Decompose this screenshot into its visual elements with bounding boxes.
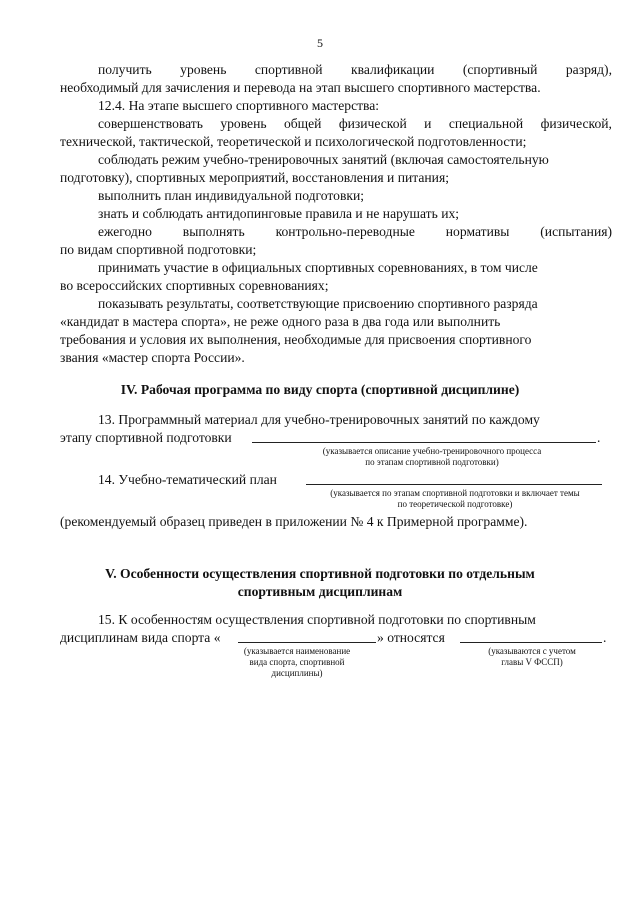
- list-item-line: [98, 116, 612, 132]
- list-item-line: соблюдать режим учебно-тренировочных занятий (включая самостоятельную: [98, 152, 549, 167]
- list-item-line: «кандидат в мастера спорта», не реже одного раза в два года или выполнить: [60, 314, 501, 329]
- section-heading-v: V. Особенности осуществления спортивной подготовки по отдельным: [105, 566, 535, 581]
- period: .: [603, 630, 607, 645]
- list-item-line: во всероссийских спортивных соревнованиях;: [60, 278, 329, 293]
- word: ежегодно: [98, 224, 152, 239]
- list-item-line: технической, тактической, теоретической и психологической подготовленности;: [60, 134, 527, 149]
- word: специальной: [448, 116, 524, 131]
- section-15-line: 15. К особенностям осуществления спортивной подготовки по спортивным: [98, 612, 536, 627]
- blank-caption: по теоретической подготовке): [397, 499, 513, 509]
- list-item-line: звания «мастер спорта России».: [60, 350, 245, 365]
- blank-caption: дисциплины): [271, 668, 323, 678]
- section-14-line: (рекомендуемый образец приведен в приложении № 4 к Примерной программе).: [60, 514, 528, 529]
- fill-in-blank: [252, 430, 596, 443]
- word: контрольно-переводные: [275, 224, 415, 239]
- blank-caption: главы V ФССП): [501, 657, 563, 667]
- list-item-line: [98, 224, 612, 240]
- paragraph-line: [98, 62, 612, 78]
- period: .: [597, 430, 601, 445]
- section-15-line: дисциплинам вида спорта «: [60, 630, 221, 645]
- word: получить: [98, 62, 152, 77]
- blank-caption: (указывается наименование: [243, 646, 351, 656]
- blank-caption: (указывается по этапам спортивной подготовки и включает темы: [330, 488, 580, 498]
- paragraph-line: необходимый для зачисления и перевода на этап высшего спортивного мастерства.: [60, 80, 541, 95]
- list-item-line: показывать результаты, соответствующие присвоению спортивного разряда: [98, 296, 538, 311]
- word: нормативы: [445, 224, 510, 239]
- word: физической: [338, 116, 407, 131]
- list-item-line: выполнить план индивидуальной подготовки;: [98, 188, 365, 203]
- word: выполнять: [182, 224, 245, 239]
- word: физической,: [540, 116, 612, 131]
- list-item-line: подготовку), спортивных мероприятий, восстановления и питания;: [60, 170, 449, 185]
- word: разряд),: [565, 62, 612, 77]
- fill-in-blank: [460, 630, 602, 643]
- word: квалификации: [351, 62, 435, 77]
- blank-caption: (указываются с учетом: [488, 646, 576, 656]
- word: (спортивный: [462, 62, 538, 77]
- blank-caption: по этапам спортивной подготовки): [365, 457, 499, 467]
- page-number: 5: [317, 36, 323, 50]
- word: уровень: [180, 62, 227, 77]
- list-item-line: знать и соблюдать антидопинговые правила и не нарушать их;: [98, 206, 460, 221]
- blank-caption: вида спорта, спортивной: [249, 657, 345, 667]
- word: спортивной: [254, 62, 323, 77]
- section-heading-v: спортивным дисциплинам: [237, 584, 403, 599]
- word: совершенствовать: [98, 116, 203, 131]
- blank-caption: (указывается описание учебно-тренировочного процесса: [322, 446, 542, 456]
- section-heading-iv: IV. Рабочая программа по виду спорта (спортивной дисциплине): [120, 382, 520, 397]
- section-13-line: этапу спортивной подготовки: [60, 430, 232, 445]
- word: и: [424, 116, 432, 131]
- section-13-line: 13. Программный материал для учебно-тренировочных занятий по каждому: [98, 412, 540, 427]
- list-item-line: принимать участие в официальных спортивных соревнованиях, в том числе: [98, 260, 538, 275]
- word: общей: [283, 116, 322, 131]
- word: (испытания): [540, 224, 612, 239]
- fill-in-blank: [306, 472, 602, 485]
- section-15-line: » относятся: [377, 630, 445, 645]
- section-14-line: 14. Учебно-тематический план: [98, 472, 277, 487]
- list-item-line: по видам спортивной подготовки;: [60, 242, 257, 257]
- list-item-line: требования и условия их выполнения, необходимые для присвоения спортивного: [60, 332, 532, 347]
- subsection-12-4: 12.4. На этапе высшего спортивного мастерства:: [98, 98, 380, 113]
- fill-in-blank: [238, 630, 376, 643]
- word: уровень: [220, 116, 267, 131]
